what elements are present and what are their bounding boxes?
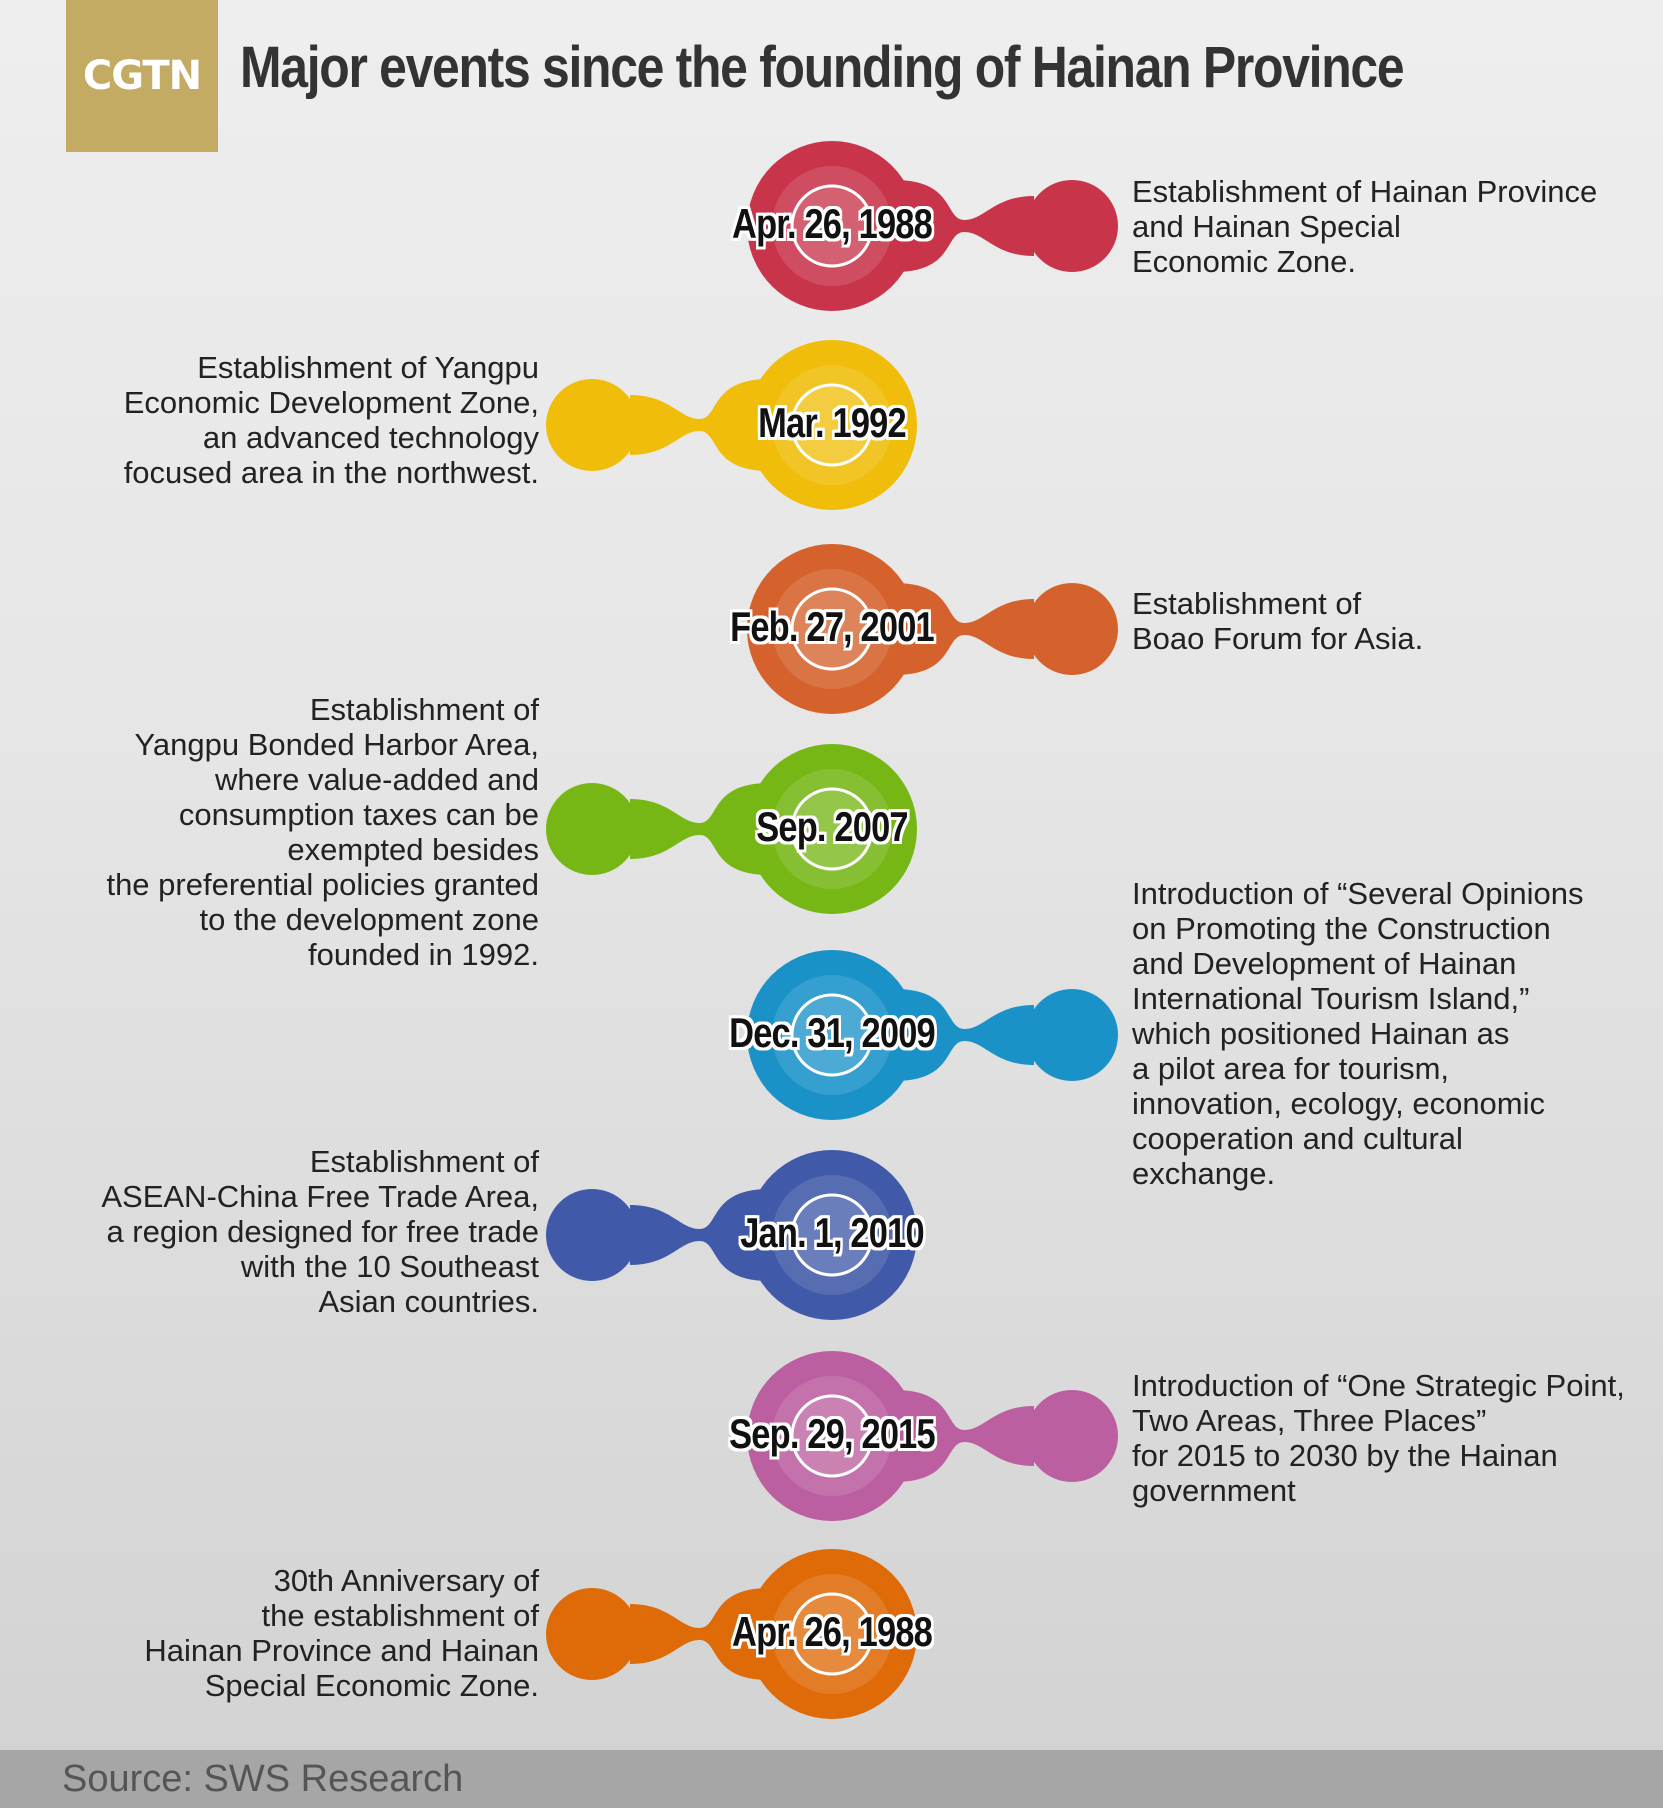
description-line: Economic Development Zone, [123, 385, 539, 420]
event-date: Mar. 1992 [758, 399, 906, 446]
description-line: consumption taxes can be [178, 797, 539, 832]
cgtn-logo: CGTN [66, 0, 218, 152]
description-line: ASEAN-China Free Trade Area, [101, 1179, 539, 1214]
end-bubble [546, 1189, 638, 1281]
description-line: Establishment of [1132, 586, 1362, 621]
description-line: Establishment of [309, 1144, 539, 1179]
end-bubble [546, 1588, 638, 1680]
description-line: and Development of Hainan [1132, 946, 1517, 981]
event-date: Sep. 2007 [756, 803, 908, 850]
description-line: cooperation and cultural [1132, 1121, 1463, 1156]
description-line: where value-added and [214, 762, 539, 797]
footer-bar [0, 1750, 1663, 1808]
description-line: the preferential policies granted [106, 867, 539, 902]
description-line: a pilot area for tourism, [1132, 1051, 1450, 1086]
end-bubble [1026, 1390, 1118, 1482]
description-line: Economic Zone. [1132, 244, 1356, 279]
event-description [106, 692, 539, 972]
description-line: Special Economic Zone. [204, 1668, 539, 1703]
event-date: Sep. 29, 2015 [729, 1410, 935, 1457]
event-description [124, 350, 539, 490]
description-line: which positioned Hainan as [1132, 1016, 1510, 1051]
end-bubble [546, 379, 638, 471]
end-bubble [1026, 583, 1118, 675]
description-line: founded in 1992. [308, 937, 539, 972]
event-date: Apr. 26, 1988 [732, 1608, 932, 1655]
description-line: focused area in the northwest. [123, 455, 539, 490]
event-description [101, 1144, 539, 1319]
description-line: exchange. [1132, 1156, 1276, 1191]
description-line: the establishment of [261, 1598, 539, 1633]
description-line: Two Areas, Three Places” [1132, 1403, 1487, 1438]
description-line: Yangpu Bonded Harbor Area, [134, 727, 539, 762]
description-line: Establishment of [309, 692, 539, 727]
event-description [1132, 586, 1423, 656]
event-description [1132, 1368, 1625, 1508]
description-line: for 2015 to 2030 by the Hainan [1132, 1438, 1558, 1473]
source-note: Source: SWS Research [62, 1758, 464, 1800]
description-line: and Hainan Special [1132, 209, 1401, 244]
event-description [1132, 876, 1583, 1191]
description-line: to the development zone [199, 902, 539, 937]
description-line: Hainan Province and Hainan [144, 1633, 539, 1668]
description-line: International Tourism Island,” [1132, 981, 1530, 1016]
description-line: Introduction of “Several Opinions [1132, 876, 1584, 911]
description-line: Establishment of Yangpu [197, 350, 539, 385]
end-bubble [1026, 989, 1118, 1081]
event-date: Apr. 26, 1988 [732, 200, 932, 247]
event-description [144, 1563, 539, 1703]
page-title: Major events since the founding of Hainan Province [240, 35, 1404, 100]
event-description [1132, 174, 1597, 279]
description-line: Introduction of “One Strategic Point, [1132, 1368, 1625, 1403]
end-bubble [1026, 180, 1118, 272]
description-line: on Promoting the Construction [1132, 911, 1551, 946]
description-line: an advanced technology [202, 420, 539, 455]
description-line: 30th Anniversary of [273, 1563, 539, 1598]
description-line: innovation, ecology, economic [1132, 1086, 1546, 1121]
event-date: Jan. 1, 2010 [740, 1209, 924, 1256]
description-line: with the 10 Southeast [240, 1249, 539, 1284]
end-bubble [546, 783, 638, 875]
description-line: Boao Forum for Asia. [1132, 621, 1424, 656]
event-date: Feb. 27, 2001 [730, 603, 934, 650]
description-line: Asian countries. [318, 1284, 539, 1319]
description-line: exempted besides [287, 832, 539, 867]
description-line: a region designed for free trade [106, 1214, 539, 1249]
description-line: government [1132, 1473, 1296, 1508]
event-date: Dec. 31, 2009 [729, 1009, 935, 1056]
description-line: Establishment of Hainan Province [1132, 174, 1598, 209]
